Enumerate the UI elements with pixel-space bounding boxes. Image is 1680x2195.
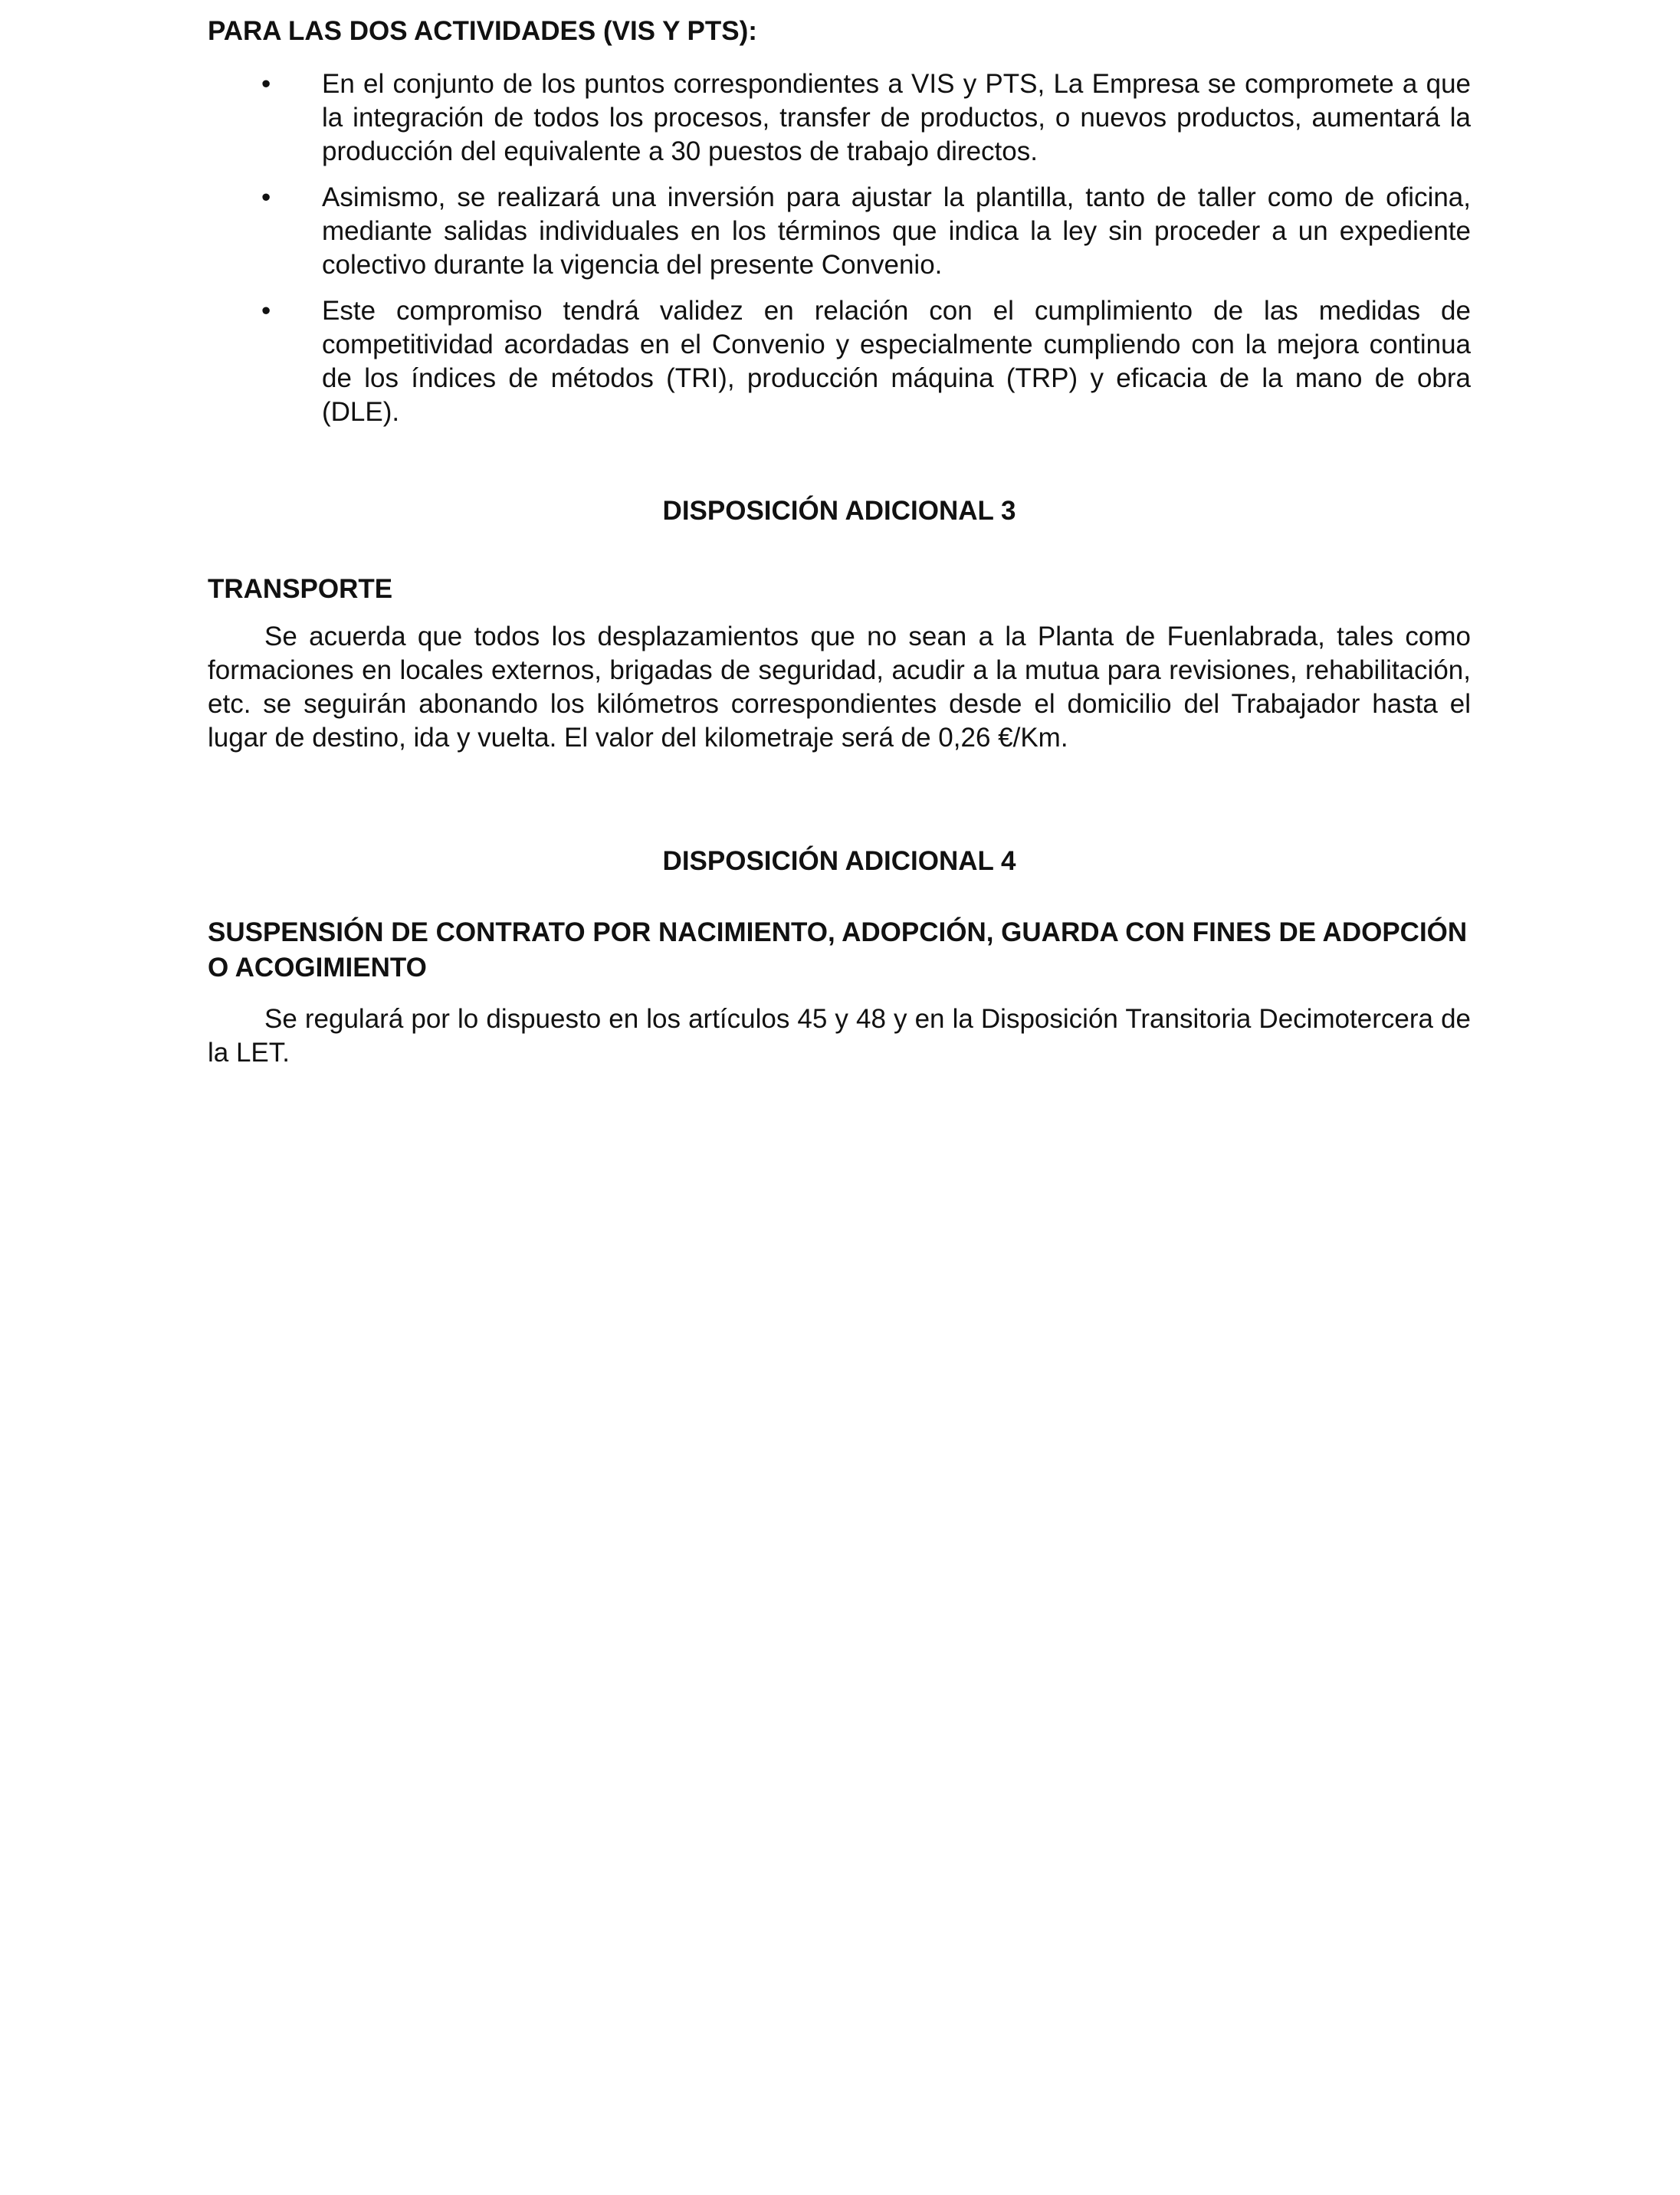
- bullet-list: [208, 67, 1471, 429]
- bullet-icon: •: [261, 296, 271, 326]
- bullet-item: [208, 67, 1471, 169]
- suspension-paragraph: Se regulará por lo dispuesto en los artículos 45 y 48 y en la Disposición Transitoria Decimotercera de la LET.: [208, 1004, 1471, 1068]
- transporte-subheading: TRANSPORTE: [208, 574, 393, 604]
- bullet-text: Asimismo, se realizará una inversión para ajustar la plantilla, tanto de taller como de oficina, mediante salidas individuales en los términos que indica la ley sin proceder a un expediente colectivo durante la vigencia del presente Convenio.: [322, 182, 1471, 280]
- bullet-icon: •: [261, 69, 271, 99]
- section-heading-both-activities: PARA LAS DOS ACTIVIDADES (VIS Y PTS):: [208, 16, 757, 46]
- suspension-subheading: SUSPENSIÓN DE CONTRATO POR NACIMIENTO, ADOPCIÓN, GUARDA CON FINES DE ADOPCIÓN O ACOGIMIENTO: [208, 917, 1468, 983]
- bullet-item: [208, 294, 1471, 429]
- bullet-text: Este compromiso tendrá validez en relación con el cumplimiento de las medidas de competitividad acordadas en el Convenio y especialmente cumpliendo con la mejora continua de los índices de métodos (TRI), producción máquina (TRP) y eficacia de la mano de obra (DLE).: [322, 296, 1471, 427]
- disposicion-3-title: DISPOSICIÓN ADICIONAL 3: [662, 496, 1016, 526]
- transporte-paragraph: Se acuerda que todos los desplazamientos que no sean a la Planta de Fuenlabrada, tales como formaciones en locales externos, brigadas de seguridad, acudir a la mutua para revisiones, rehabilitación, etc. se seguirán abonando los kilómetros correspondientes desde el domicilio del Trabajador hasta el lugar de destino, ida y vuelta. El valor del kilometraje será de 0,26 €/Km.: [208, 622, 1471, 753]
- bullet-text: En el conjunto de los puntos correspondientes a VIS y PTS, La Empresa se compromete a que la integración de todos los procesos, transfer de productos, o nuevos productos, aumentará la producción del equivalente a 30 puestos de trabajo directos.: [322, 69, 1471, 166]
- bullet-icon: •: [261, 182, 271, 212]
- bullet-item: [208, 181, 1471, 282]
- disposicion-4-title: DISPOSICIÓN ADICIONAL 4: [662, 846, 1016, 876]
